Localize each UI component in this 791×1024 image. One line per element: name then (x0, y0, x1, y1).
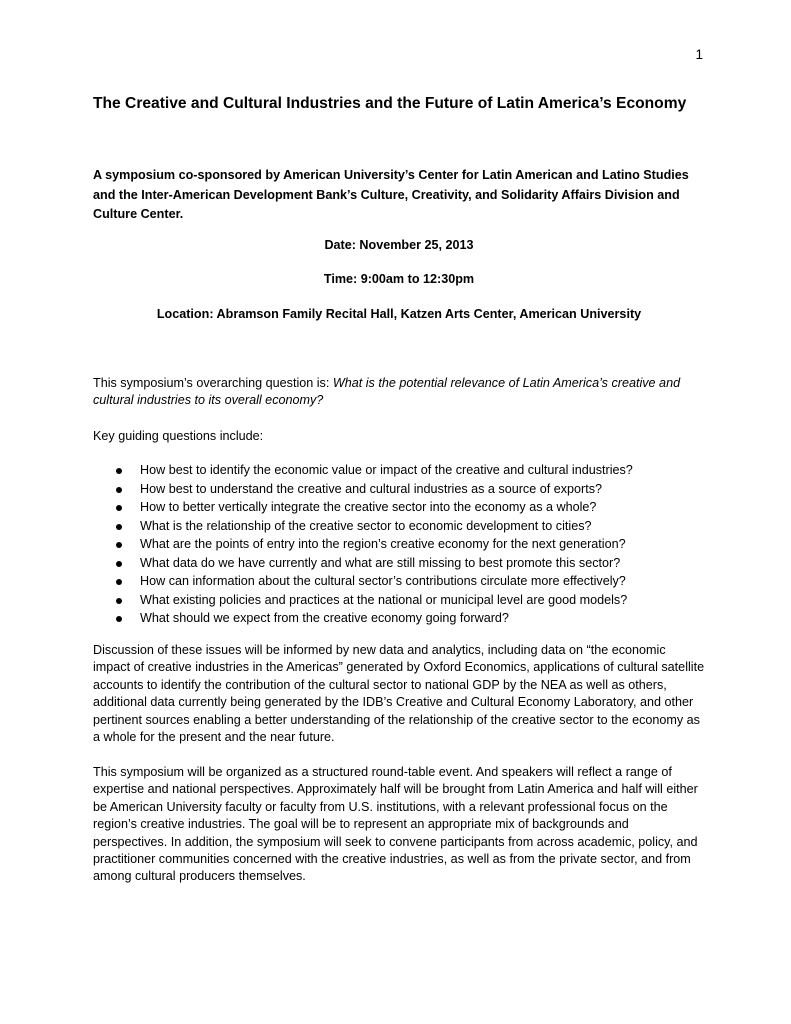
event-location: Location: Abramson Family Recital Hall, Katzen Arts Center, American University (156, 307, 642, 321)
overarching-question-lead: This symposium’s overarching question is: (93, 376, 333, 390)
bullet-icon (116, 542, 122, 548)
bullet-icon (116, 616, 122, 622)
bullet-icon (116, 505, 122, 511)
guiding-questions-list (93, 462, 705, 629)
bullet-icon (116, 524, 122, 530)
symposium-structure-paragraph: This symposium will be organized as a structured round-table event. And speakers will reflect a range of expertise and national perspectives. Approximately half will be brought from Latin America and half will either be American University faculty or faculty from U.S. institutions, with a relevant professional focus on the region’s creative industries. The goal will be to represent an appropriate mix of backgrounds and perspectives. In addition, the symposium will seek to convene participants from across academic, policy, and practitioner communities concerned with the creative industries, as well as from the private sector, and from among cultural producers themselves. (93, 765, 698, 884)
guiding-question-text: How best to identify the economic value or impact of the creative and cultural industries? (140, 463, 633, 477)
guiding-question-text: What should we expect from the creative economy going forward? (140, 611, 509, 625)
list-item (93, 573, 705, 592)
overarching-question: What is the potential relevance of Latin America’s creative and cultural industries to its overall economy? (93, 376, 681, 408)
guiding-question-text: What existing policies and practices at the national or municipal level are good models? (140, 592, 628, 607)
bullet-icon (116, 598, 122, 604)
bullet-icon (116, 561, 122, 567)
list-item (93, 462, 705, 481)
guiding-questions-intro: Key guiding questions include: (93, 429, 264, 443)
page-number: 1 (695, 47, 703, 62)
guiding-question-text: How can information about the cultural sector’s contributions circulate more effectively? (140, 574, 626, 588)
bullet-icon (116, 487, 122, 493)
list-item (93, 592, 705, 611)
data-analytics-paragraph: Discussion of these issues will be informed by new data and analytics, including data on “the economic impact of creative industries in the Americas” generated by Oxford Economics, applications of cultural satellite accounts to identify the contribution of the cultural sector to national GDP by the NEA as well as others, additional data currently being generated by the IDB’s Creative and Cultural Economy Laboratory, and other pertinent sources enabling a better understanding of the relationship of the creative sector to the economy as a whole for the present and the near future. (93, 643, 705, 745)
event-time: Time: 9:00am to 12:30pm (323, 272, 475, 286)
list-item (93, 555, 705, 574)
guiding-question-text: How best to understand the creative and cultural industries as a source of exports? (140, 481, 603, 496)
guiding-question-text: How to better vertically integrate the creative sector into the economy as a whole? (140, 500, 597, 514)
list-item (93, 536, 705, 555)
document-body (93, 93, 705, 884)
bullet-icon (116, 468, 122, 474)
guiding-question-text: What is the relationship of the creative sector to economic development to cities? (140, 518, 592, 533)
list-item (93, 481, 705, 500)
event-date: Date: November 25, 2013 (324, 238, 474, 252)
list-item (93, 499, 705, 518)
list-item (93, 518, 705, 537)
guiding-question-text: What are the points of entry into the region’s creative economy for the next generation? (140, 537, 626, 551)
guiding-question-text: What data do we have currently and what are still missing to best promote this sector? (140, 555, 621, 570)
overarching-question-paragraph (93, 375, 705, 410)
bullet-icon (116, 579, 122, 585)
document-title: The Creative and Cultural Industries and the Future of Latin America’s Economy (93, 95, 687, 112)
symposium-intro: A symposium co-sponsored by American University’s Center for Latin American and Latino Studies and the Inter-American Development Bank’s Culture, Creativity, and Solidarity Affairs Division and Culture Center. (93, 168, 689, 221)
list-item (93, 610, 705, 629)
